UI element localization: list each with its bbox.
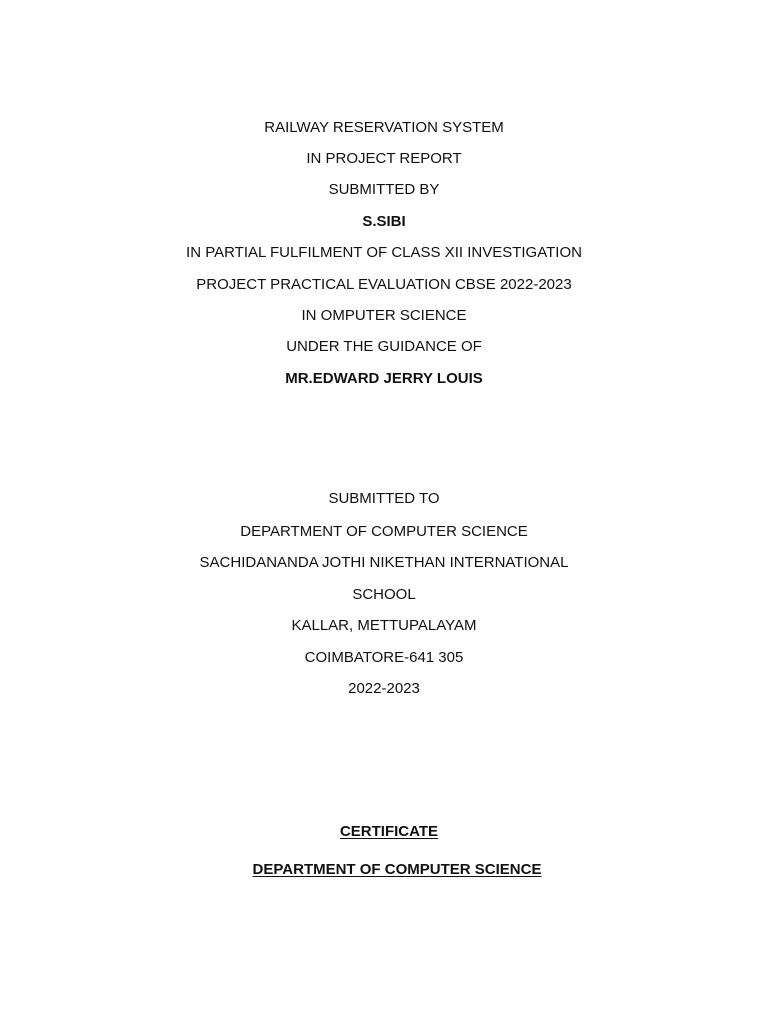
project-subtitle: IN PROJECT REPORT	[306, 150, 462, 167]
certificate-department: DEPARTMENT OF COMPUTER SCIENCE	[252, 861, 542, 878]
guidance-label: UNDER THE GUIDANCE OF	[286, 338, 482, 355]
school-location: KALLAR, METTUPALAYAM	[291, 617, 477, 634]
academic-year: 2022-2023	[348, 680, 420, 697]
school-name-line-1: SACHIDANANDA JOTHI NIKETHAN INTERNATIONAL	[199, 554, 569, 571]
purpose-line-2: PROJECT PRACTICAL EVALUATION CBSE 2022-2023	[196, 276, 572, 293]
subject-line: IN OMPUTER SCIENCE	[301, 307, 467, 324]
school-name-line-2: SCHOOL	[352, 586, 416, 603]
student-name: S.SIBI	[362, 213, 406, 230]
certificate-heading: CERTIFICATE	[339, 823, 439, 840]
department-name: DEPARTMENT OF COMPUTER SCIENCE	[240, 523, 528, 540]
guide-name: MR.EDWARD JERRY LOUIS	[285, 370, 483, 387]
project-title: RAILWAY RESERVATION SYSTEM	[264, 119, 504, 136]
submitted-by-label: SUBMITTED BY	[328, 181, 440, 198]
submitted-to-label: SUBMITTED TO	[328, 490, 440, 507]
purpose-line-1: IN PARTIAL FULFILMENT OF CLASS XII INVESTIGATION	[186, 244, 582, 261]
school-city-pin: COIMBATORE-641 305	[304, 649, 464, 666]
